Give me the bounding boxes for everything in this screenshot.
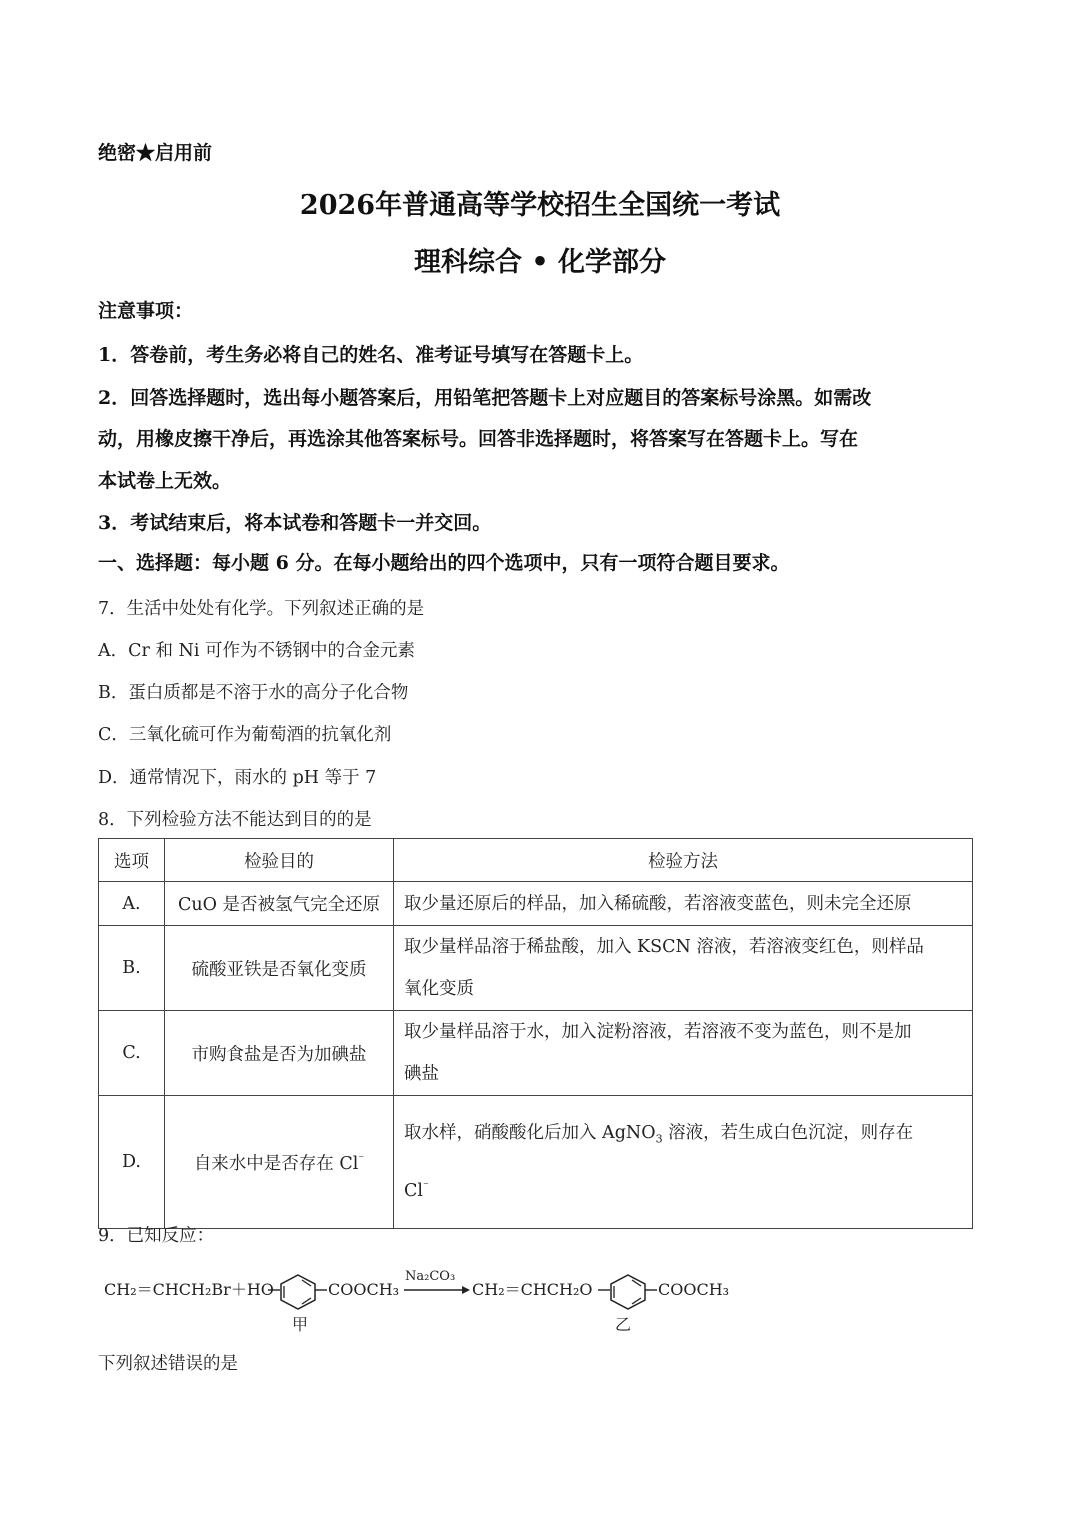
row-method-line1: 取少量样品溶于水，加入淀粉溶液，若溶液不变为蓝色，则不是加 — [404, 1022, 912, 1042]
table-row — [99, 882, 973, 926]
row-option: D. — [99, 1096, 165, 1229]
notice-item-2: 2．回答选择题时，选出每小题答案后，用铅笔把答题卡上对应题目的答案标号涂黑。如需改 — [98, 387, 872, 409]
row-method — [394, 1011, 973, 1096]
row-method-line2 — [404, 1171, 429, 1206]
section-heading: 一、选择题：每小题 6 分。在每小题给出的四个选项中，只有一项符合题目要求。 — [98, 552, 790, 574]
row-method-line1: 取少量样品溶于稀盐酸，加入 KSCN 溶液，若溶液变红色，则样品 — [404, 937, 924, 957]
exam-subtitle: 理科综合 • 化学部分 — [413, 247, 667, 278]
reactant-text: CH₂＝CHCH₂Br＋HO — [104, 1280, 274, 1299]
chloride-charge: ⁻ — [358, 1151, 365, 1165]
ester-text: COOCH₃ — [658, 1280, 730, 1299]
row-method — [394, 926, 973, 1011]
row-method-line2: 氧化变质 — [404, 979, 474, 999]
benzene-ring-icon — [611, 1275, 645, 1309]
chloride-charge: ⁻ — [423, 1178, 429, 1192]
notice-item-2-end: 本试卷上无效。 — [98, 470, 232, 492]
row-method-post: 溶液，若生成白色沉淀，则存在 — [662, 1123, 914, 1144]
table-row — [99, 1096, 973, 1229]
question-9-stem: 9．已知反应： — [98, 1226, 215, 1246]
question-7-option-d: D．通常情况下，雨水的 pH 等于 7 — [98, 768, 377, 788]
ester-text: COOCH₃ — [328, 1280, 400, 1299]
product-text: CH₂＝CHCH₂O — [472, 1280, 593, 1299]
confidential-mark: 绝密★启用前 — [98, 142, 213, 164]
question-7-option-c: C．三氧化硫可作为葡萄酒的抗氧化剂 — [98, 725, 392, 745]
row-purpose-text: 自来水中是否存在 Cl — [193, 1153, 359, 1174]
question-9-prompt: 下列叙述错误的是 — [98, 1354, 238, 1374]
exam-title: 2026年普通高等学校招生全国统一考试 — [299, 190, 781, 221]
notice-item-2-cont: 动，用橡皮擦干净后，再选涂其他答案标号。回答非选择题时，将答案写在答题卡上。写在 — [98, 428, 859, 450]
row-method-pre: 取水样，硝酸酸化后加入 AgNO — [404, 1123, 656, 1144]
notice-heading: 注意事项： — [98, 300, 194, 322]
table-row — [99, 1011, 973, 1096]
reaction-scheme — [98, 1258, 738, 1338]
row-purpose: CuO 是否被氢气完全还原 — [165, 882, 394, 926]
label-jia: 甲 — [292, 1315, 309, 1334]
row-method — [394, 1096, 973, 1229]
row-purpose — [165, 1096, 394, 1229]
notice-item-1: 1．答卷前，考生务必将自己的姓名、准考证号填写在答题卡上。 — [98, 344, 644, 366]
chloride-symbol: Cl — [404, 1180, 423, 1201]
arrow-head-icon — [462, 1286, 470, 1294]
table-header-option: 选项 — [99, 839, 165, 882]
label-yi: 乙 — [615, 1315, 632, 1334]
notice-item-3: 3．考试结束后，将本试卷和答题卡一并交回。 — [98, 512, 492, 534]
formula-subscript: 3 — [655, 1132, 663, 1146]
question-8-stem: 8．下列检验方法不能达到目的的是 — [98, 810, 372, 830]
row-option: A. — [99, 882, 165, 926]
benzene-ring-icon — [281, 1275, 315, 1309]
row-option: B. — [99, 926, 165, 1011]
row-method: 取少量还原后的样品，加入稀硫酸，若溶液变蓝色，则未完全还原 — [394, 882, 973, 926]
table-header-row — [99, 839, 973, 882]
row-option: C. — [99, 1011, 165, 1096]
question-7-option-a: A．Cr 和 Ni 可作为不锈钢中的合金元素 — [98, 641, 415, 661]
table-header-purpose: 检验目的 — [165, 839, 394, 882]
question-7-stem: 7．生活中处处有化学。下列叙述正确的是 — [98, 599, 425, 619]
row-purpose: 硫酸亚铁是否氧化变质 — [165, 926, 394, 1011]
row-method-line2: 碘盐 — [404, 1064, 439, 1084]
question-8-table — [98, 838, 973, 1229]
table-header-method: 检验方法 — [394, 839, 973, 882]
reagent-text: Na₂CO₃ — [405, 1269, 456, 1284]
table-row — [99, 926, 973, 1011]
row-purpose: 市购食盐是否为加碘盐 — [165, 1011, 394, 1096]
question-7-option-b: B．蛋白质都是不溶于水的高分子化合物 — [98, 683, 409, 703]
